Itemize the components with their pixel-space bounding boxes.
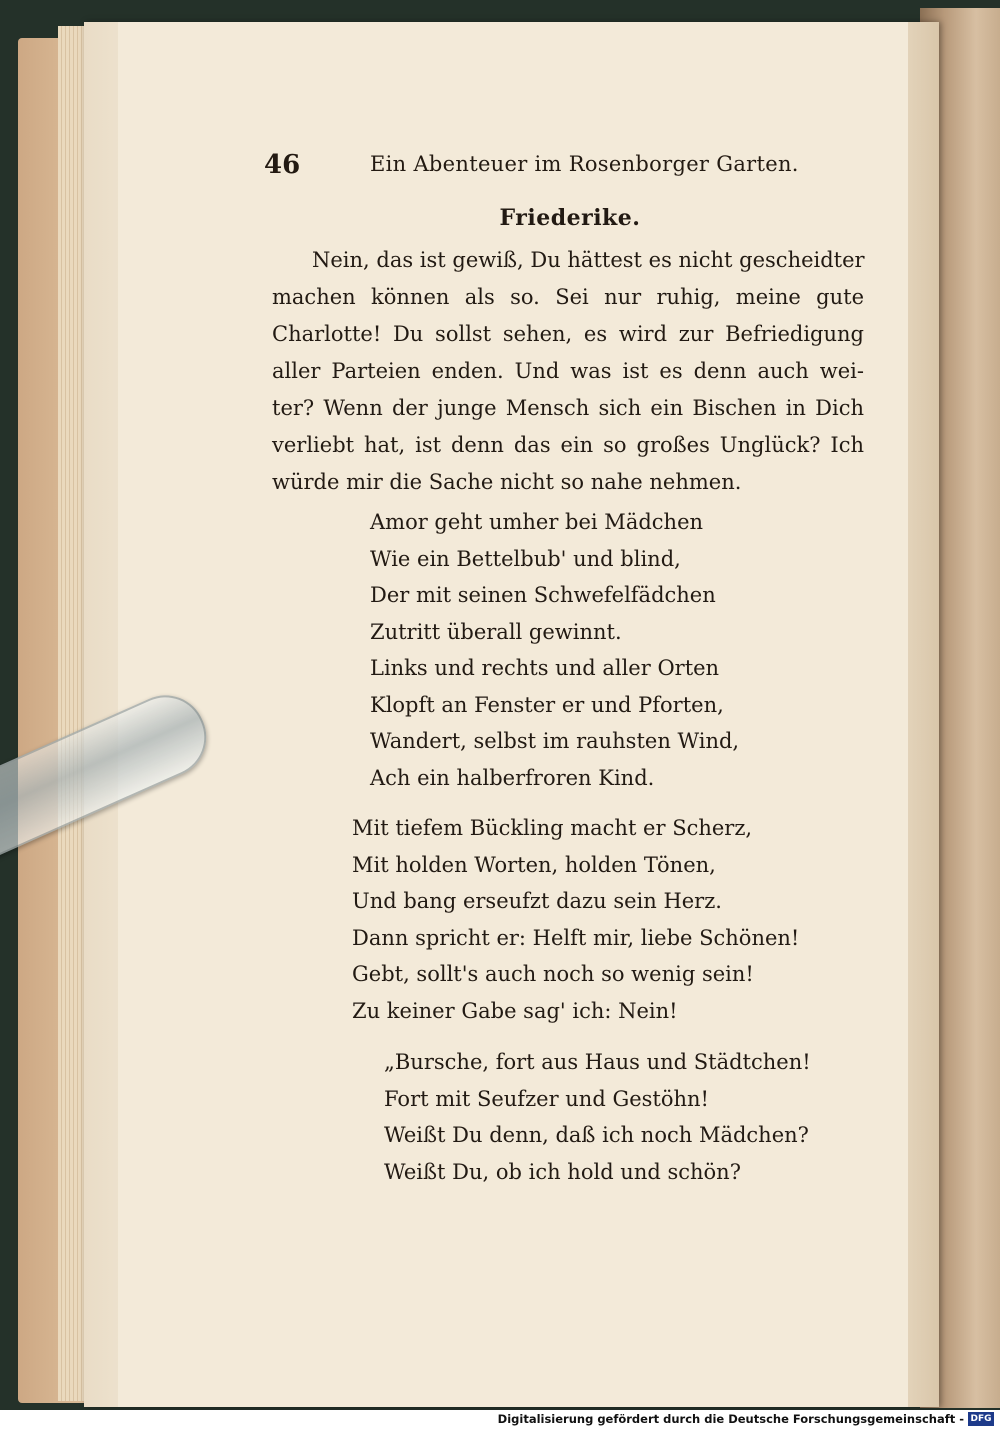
prose-line: Charlotte! Du sollst sehen, es wird zur Befriedigung (272, 322, 864, 346)
prose-line: verliebt hat, ist denn das ein so großes Unglück? Ich (272, 433, 864, 457)
verse-line: Fort mit Seufzer und Gestöhn! (384, 1086, 709, 1111)
verse-line: Klopft an Fenster er und Pforten, (370, 692, 724, 717)
verse-line: Der mit seinen Schwefelfädchen (370, 583, 716, 607)
prose-line: Nein, das ist gewiß, Du hättest es nicht gescheidter (312, 248, 865, 272)
verse-line: Amor geht umher bei Mädchen (370, 510, 704, 534)
verse-line: Gebt, sollt's auch noch so wenig sein! (352, 962, 754, 986)
verse-line: Mit tiefem Bückling macht er Scherz, (352, 816, 753, 840)
verse-line: Weißt Du, ob ich hold und schön? (384, 1159, 741, 1184)
verse-line: Und bang erseufzt dazu sein Herz. (352, 889, 722, 913)
prose-line: machen können als so. Sei nur ruhig, meine gute (272, 285, 864, 309)
verse-line: Wandert, selbst im rauhsten Wind, (370, 729, 740, 753)
page-number: 46 (264, 150, 301, 180)
prose-line: ter? Wenn der junge Mensch sich ein Bischen in Dich (272, 396, 864, 420)
prose-line: würde mir die Sache nicht so nahe nehmen. (272, 470, 742, 494)
prose-line: aller Parteien enden. Und was ist es denn auch wei- (272, 359, 864, 383)
funding-credit: Digitalisierung gefördert durch die Deutsche Forschungsgemeinschaft - (497, 1412, 964, 1426)
verse-line: Zu keiner Gabe sag' ich: Nein! (352, 998, 678, 1023)
running-title: Ein Abenteuer im Rosenborger Garten. (370, 152, 799, 176)
verse-line: Mit holden Worten, holden Tönen, (352, 852, 716, 877)
verse-line: Dann spricht er: Helft mir, liebe Schönen! (352, 925, 800, 950)
verse-line: Links und rechts und aller Orten (370, 656, 720, 680)
verse-line: Weißt Du denn, daß ich noch Mädchen? (384, 1123, 809, 1147)
poem-stanza-1 (370, 504, 739, 796)
verse-line: Wie ein Bettelbub' und blind, (370, 546, 681, 571)
speaker-name: Friederike. (499, 205, 641, 231)
poem-stanza-3 (384, 1044, 811, 1190)
poem-stanza-2 (352, 810, 799, 1029)
prose-paragraph (272, 242, 864, 501)
verse-line: Ach ein halberfroren Kind. (370, 765, 655, 790)
digitization-footer (0, 1410, 1000, 1429)
verse-line: „Bursche, fort aus Haus und Städtchen! (384, 1050, 811, 1074)
page-header (264, 150, 799, 190)
verse-line: Zutritt überall gewinnt. (370, 619, 622, 644)
dfg-logo: DFG (968, 1412, 994, 1426)
